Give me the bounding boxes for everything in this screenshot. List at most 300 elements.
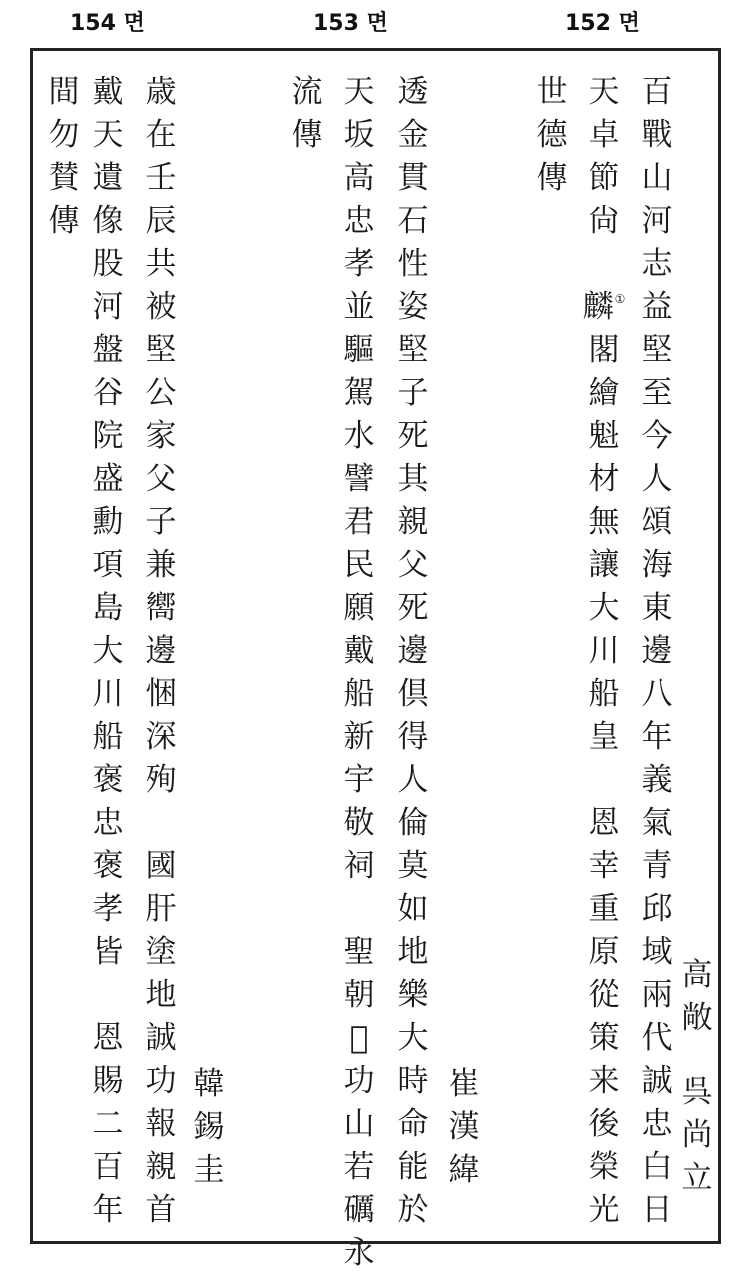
character — [139, 1060, 183, 1103]
character-glyph: 傳 — [48, 203, 80, 239]
character-glyph: 二 — [92, 1106, 124, 1142]
character-glyph: 忠 — [92, 805, 124, 841]
character — [635, 501, 679, 544]
character — [139, 286, 183, 329]
character — [635, 1103, 679, 1146]
character — [635, 716, 679, 759]
character-glyph: 貫 — [397, 160, 429, 196]
character-glyph: 褒 — [92, 762, 124, 798]
character — [391, 114, 435, 157]
character — [582, 71, 626, 114]
character-glyph: 功 — [343, 1063, 375, 1099]
character — [582, 286, 626, 329]
character-glyph: 並 — [343, 289, 375, 325]
character-glyph: 地 — [145, 977, 177, 1013]
character — [86, 458, 130, 501]
character — [139, 587, 183, 630]
character — [391, 974, 435, 1017]
character-glyph: 褒 — [92, 848, 124, 884]
character — [337, 1060, 381, 1103]
character — [86, 415, 130, 458]
character-glyph: 光 — [588, 1192, 620, 1228]
character — [530, 157, 574, 200]
character — [337, 931, 381, 974]
character-glyph: 白 — [641, 1149, 673, 1185]
character-glyph: 立 — [681, 1160, 713, 1196]
character-glyph: 𣈆 — [349, 1020, 369, 1056]
column-c13-author — [675, 1071, 719, 1200]
character — [442, 1149, 486, 1192]
column-c9-poem-title — [530, 71, 574, 200]
character — [635, 243, 679, 286]
character-glyph: 尚 — [681, 1117, 713, 1153]
character-glyph: 宇 — [343, 762, 375, 798]
character — [582, 544, 626, 587]
character-glyph: 船 — [343, 676, 375, 712]
character — [675, 1071, 719, 1114]
character — [86, 372, 130, 415]
character-glyph: 堅 — [397, 332, 429, 368]
character-glyph: 勿 — [48, 117, 80, 153]
character — [635, 845, 679, 888]
character-glyph: 邱 — [641, 891, 673, 927]
character — [86, 759, 130, 802]
character-glyph: 天 — [588, 74, 620, 110]
character-glyph: 盤 — [92, 332, 124, 368]
character-glyph: 石 — [397, 203, 429, 239]
character-glyph: 願 — [343, 590, 375, 626]
character — [391, 544, 435, 587]
page-number-152: 152 면 — [565, 11, 640, 36]
character — [391, 802, 435, 845]
character — [337, 243, 381, 286]
character — [391, 1060, 435, 1103]
character-glyph: 公 — [145, 375, 177, 411]
character — [337, 974, 381, 1017]
character-glyph: 漢 — [448, 1109, 480, 1145]
character-glyph: 死 — [397, 590, 429, 626]
character — [86, 931, 130, 974]
character — [337, 415, 381, 458]
character-glyph: 賜 — [92, 1063, 124, 1099]
character — [86, 1103, 130, 1146]
character — [86, 114, 130, 157]
character-glyph: 邊 — [641, 633, 673, 669]
column-c1-poem-title — [42, 71, 86, 243]
character — [391, 1103, 435, 1146]
character-glyph: 兩 — [641, 977, 673, 1013]
character-glyph: 新 — [343, 719, 375, 755]
character — [139, 114, 183, 157]
character — [391, 1189, 435, 1232]
column-c6-poem-body — [337, 71, 381, 1275]
character — [582, 329, 626, 372]
character-glyph: 韓 — [193, 1066, 225, 1102]
character-glyph: 家 — [145, 418, 177, 454]
character — [582, 974, 626, 1017]
character — [635, 415, 679, 458]
character — [391, 458, 435, 501]
character-glyph: 圭 — [193, 1152, 225, 1188]
character — [391, 673, 435, 716]
character — [139, 415, 183, 458]
character — [391, 888, 435, 931]
character-glyph: 樂 — [397, 977, 429, 1013]
character-glyph: 錫 — [193, 1109, 225, 1145]
character — [675, 997, 719, 1040]
footnote-marker: ① — [614, 292, 626, 306]
character — [675, 1157, 719, 1200]
character-glyph: 賛 — [48, 160, 80, 196]
character — [139, 716, 183, 759]
character-glyph: 年 — [641, 719, 673, 755]
character — [187, 1149, 231, 1192]
character — [139, 759, 183, 802]
character — [86, 630, 130, 673]
character — [582, 845, 626, 888]
character-glyph: 東 — [641, 590, 673, 626]
character — [635, 1189, 679, 1232]
character-glyph: 来 — [588, 1063, 620, 1099]
character-glyph: 誠 — [641, 1063, 673, 1099]
page-number-154: 154 면 — [70, 11, 145, 36]
character — [337, 759, 381, 802]
character — [86, 1017, 130, 1060]
character — [337, 1103, 381, 1146]
character-glyph: 得 — [397, 719, 429, 755]
character-glyph: 地 — [397, 934, 429, 970]
character — [635, 931, 679, 974]
character — [337, 802, 381, 845]
character — [442, 1063, 486, 1106]
column-c8-author — [442, 1063, 486, 1192]
character-glyph: 谷 — [92, 375, 124, 411]
character-glyph: 共 — [145, 246, 177, 282]
character-glyph: 勳 — [92, 504, 124, 540]
character — [139, 1103, 183, 1146]
character-glyph: 父 — [397, 547, 429, 583]
character-glyph: 大 — [397, 1020, 429, 1056]
character-glyph: 魁 — [588, 418, 620, 454]
character-glyph: 驅 — [343, 332, 375, 368]
character — [337, 329, 381, 372]
character-glyph: 天 — [343, 74, 375, 110]
character-glyph: 青 — [641, 848, 673, 884]
character-glyph: 島 — [92, 590, 124, 626]
character-glyph: 敬 — [343, 805, 375, 841]
character — [139, 544, 183, 587]
character — [582, 1103, 626, 1146]
character — [582, 1189, 626, 1232]
character-glyph: 若 — [343, 1149, 375, 1185]
character-glyph: 邊 — [145, 633, 177, 669]
character — [86, 802, 130, 845]
character — [86, 1060, 130, 1103]
character — [187, 1063, 231, 1106]
character-glyph: 其 — [397, 461, 429, 497]
character-glyph: 皆 — [92, 934, 124, 970]
character-glyph: 邊 — [397, 633, 429, 669]
character-glyph: 義 — [641, 762, 673, 798]
character — [391, 415, 435, 458]
character-glyph: 親 — [145, 1149, 177, 1185]
character-glyph: 父 — [145, 461, 177, 497]
character-glyph: 從 — [588, 977, 620, 1013]
page-number-153: 153 면 — [313, 11, 388, 36]
character — [391, 243, 435, 286]
character — [86, 544, 130, 587]
character-glyph: 氣 — [641, 805, 673, 841]
character-glyph: 大 — [588, 590, 620, 626]
column-c3-poem-body — [139, 71, 183, 1232]
character-glyph: 恩 — [92, 1020, 124, 1056]
character — [391, 716, 435, 759]
character — [635, 587, 679, 630]
character-glyph: 後 — [588, 1106, 620, 1142]
character — [139, 372, 183, 415]
character-glyph: 繪 — [588, 375, 620, 411]
character-glyph: 深 — [145, 719, 177, 755]
character-glyph: 八 — [641, 676, 673, 712]
character — [86, 1189, 130, 1232]
character — [582, 888, 626, 931]
character — [139, 888, 183, 931]
character — [391, 286, 435, 329]
character-glyph: 年 — [92, 1192, 124, 1228]
character — [139, 630, 183, 673]
character — [582, 673, 626, 716]
character — [86, 157, 130, 200]
character — [139, 243, 183, 286]
character — [391, 1146, 435, 1189]
character — [582, 1060, 626, 1103]
character-glyph: 辰 — [145, 203, 177, 239]
document-frame — [30, 48, 721, 1271]
character — [139, 1146, 183, 1189]
character — [86, 71, 130, 114]
character — [86, 286, 130, 329]
character-glyph: 原 — [588, 934, 620, 970]
character — [391, 1017, 435, 1060]
character — [582, 1146, 626, 1189]
character — [337, 114, 381, 157]
character — [635, 802, 679, 845]
character-glyph: 頌 — [641, 504, 673, 540]
character-glyph: 像 — [92, 203, 124, 239]
character-glyph: 德 — [536, 117, 568, 153]
character-glyph: 川 — [588, 633, 620, 669]
character — [337, 1017, 381, 1060]
character — [139, 931, 183, 974]
character-glyph: 子 — [145, 504, 177, 540]
character — [86, 716, 130, 759]
character-glyph: 性 — [397, 246, 429, 282]
character — [391, 630, 435, 673]
character — [391, 329, 435, 372]
character — [337, 845, 381, 888]
character-glyph: 傳 — [291, 117, 323, 153]
character — [635, 286, 679, 329]
character — [391, 501, 435, 544]
character — [675, 954, 719, 997]
character-glyph: 君 — [343, 504, 375, 540]
character-glyph: 駕 — [343, 375, 375, 411]
character — [391, 759, 435, 802]
character-glyph: 命 — [397, 1106, 429, 1142]
character — [391, 200, 435, 243]
character — [582, 458, 626, 501]
character — [391, 372, 435, 415]
character — [635, 1017, 679, 1060]
character-glyph: 百 — [92, 1149, 124, 1185]
character-glyph: 大 — [92, 633, 124, 669]
character — [582, 931, 626, 974]
character — [530, 114, 574, 157]
character — [139, 329, 183, 372]
character-glyph: 報 — [145, 1106, 177, 1142]
character — [337, 458, 381, 501]
character-glyph: 河 — [92, 289, 124, 325]
character — [86, 673, 130, 716]
character-glyph: 呉 — [681, 1074, 713, 1110]
character — [42, 157, 86, 200]
character-glyph: 國 — [145, 848, 177, 884]
character — [582, 372, 626, 415]
character — [635, 974, 679, 1017]
character — [635, 673, 679, 716]
character-glyph: 人 — [397, 762, 429, 798]
character-glyph: 間 — [48, 74, 80, 110]
character-glyph: 壬 — [145, 160, 177, 196]
character-glyph: 盛 — [92, 461, 124, 497]
column-c10-poem-body — [582, 71, 626, 1232]
character — [635, 157, 679, 200]
character-glyph: 堅 — [145, 332, 177, 368]
character — [337, 587, 381, 630]
character — [582, 1017, 626, 1060]
character — [635, 114, 679, 157]
character — [187, 1106, 231, 1149]
column-c2-poem-body — [86, 71, 130, 1232]
character-glyph: 朝 — [343, 977, 375, 1013]
character-glyph: 山 — [641, 160, 673, 196]
character-glyph: 歳 — [145, 74, 177, 110]
character-glyph: 高 — [343, 160, 375, 196]
character — [86, 501, 130, 544]
character — [285, 71, 329, 114]
character — [442, 1106, 486, 1149]
character-glyph: 閣 — [588, 332, 620, 368]
character-glyph: 孝 — [343, 246, 375, 282]
character-glyph: 榮 — [588, 1149, 620, 1185]
character-glyph: 祠 — [343, 848, 375, 884]
character-glyph: 能 — [397, 1149, 429, 1185]
character — [337, 71, 381, 114]
column-c7-poem-body — [391, 71, 435, 1232]
character — [139, 845, 183, 888]
character — [391, 931, 435, 974]
column-c5-poem-title — [285, 71, 329, 157]
character — [86, 845, 130, 888]
character-glyph: 遺 — [92, 160, 124, 196]
character — [582, 415, 626, 458]
character — [391, 71, 435, 114]
character — [139, 71, 183, 114]
character — [635, 1060, 679, 1103]
character-glyph: 孝 — [92, 891, 124, 927]
character-glyph: 域 — [641, 934, 673, 970]
character-glyph: 船 — [92, 719, 124, 755]
character-glyph: 嚮 — [145, 590, 177, 626]
character — [42, 114, 86, 157]
character-glyph: 天 — [92, 117, 124, 153]
character-glyph: 死 — [397, 418, 429, 454]
character-glyph: 戴 — [343, 633, 375, 669]
character — [337, 501, 381, 544]
character — [86, 243, 130, 286]
character-glyph: 聖 — [343, 934, 375, 970]
character-glyph: 流 — [291, 74, 323, 110]
character-glyph: 肝 — [145, 891, 177, 927]
character-glyph: 海 — [641, 547, 673, 583]
character — [582, 716, 626, 759]
character — [139, 1189, 183, 1232]
character-glyph: 子 — [397, 375, 429, 411]
character — [582, 200, 626, 243]
character-glyph: 重 — [588, 891, 620, 927]
character-glyph: 誠 — [145, 1020, 177, 1056]
character — [582, 802, 626, 845]
character-glyph: 傳 — [536, 160, 568, 196]
character — [635, 888, 679, 931]
character-glyph: 倫 — [397, 805, 429, 841]
character-glyph: 悃 — [145, 676, 177, 712]
character-glyph: 忠 — [641, 1106, 673, 1142]
character-glyph: 節 — [588, 160, 620, 196]
character — [391, 157, 435, 200]
character-glyph: 代 — [641, 1020, 673, 1056]
character-glyph: 股 — [92, 246, 124, 282]
character-glyph: 至 — [641, 375, 673, 411]
character — [86, 587, 130, 630]
character-glyph: 策 — [588, 1020, 620, 1056]
character-glyph: 船 — [588, 676, 620, 712]
character — [337, 630, 381, 673]
character-glyph: 透 — [397, 74, 429, 110]
character — [635, 630, 679, 673]
character-glyph: 日 — [641, 1192, 673, 1228]
character — [139, 673, 183, 716]
character-glyph: 河 — [641, 203, 673, 239]
character-glyph: 百 — [641, 74, 673, 110]
character — [139, 1017, 183, 1060]
character-glyph: 民 — [343, 547, 375, 583]
column-c11-poem-body — [635, 71, 679, 1232]
character — [337, 1189, 381, 1232]
column-c12-author — [675, 954, 719, 1040]
character — [86, 200, 130, 243]
character-glyph: 如 — [397, 891, 429, 927]
character-glyph: 堅 — [641, 332, 673, 368]
character-glyph: 益 — [641, 289, 673, 325]
character — [337, 673, 381, 716]
character-glyph: 金 — [397, 117, 429, 153]
character — [582, 587, 626, 630]
column-c4-author — [187, 1063, 231, 1192]
character-glyph: 敞 — [681, 1000, 713, 1036]
character-glyph: 世 — [536, 74, 568, 110]
character-glyph: 莫 — [397, 848, 429, 884]
